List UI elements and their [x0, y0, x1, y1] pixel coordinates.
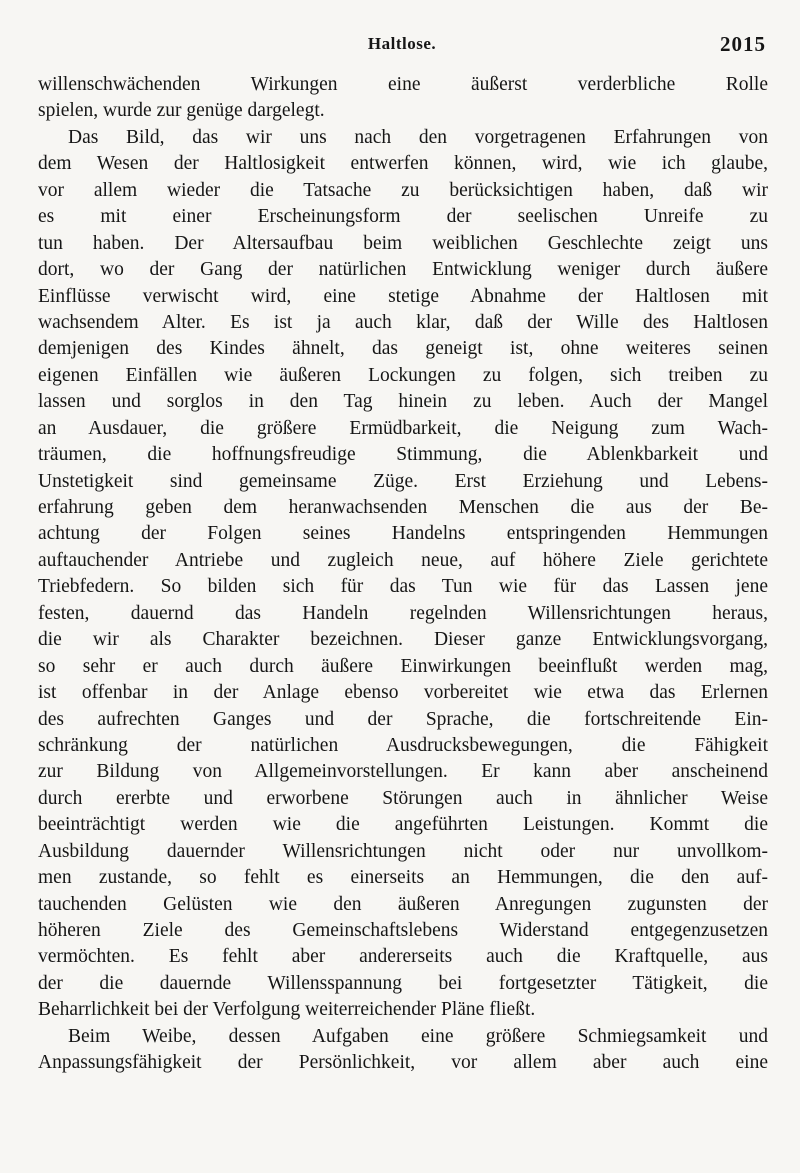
- body-text: [38, 72, 768, 1077]
- text-line: es mit einer Erscheinungsform der seelischen Unreife zu: [38, 206, 768, 228]
- text-line: zur Bildung von Allgemeinvorstellungen. Er kann aber anscheinend: [38, 761, 768, 783]
- text-line: auftauchender Antriebe und zugleich neue, auf höhere Ziele gerichtete: [38, 549, 768, 571]
- text-line: willenschwächenden Wirkungen eine äußerst verderbliche Rolle: [38, 74, 768, 95]
- text-line: Das Bild, das wir uns nach den vorgetragenen Erfahrungen von: [68, 126, 768, 148]
- text-line: die wir als Charakter bezeichnen. Dieser ganze Entwicklungsvorgang,: [38, 629, 768, 651]
- text-line: tun haben. Der Altersaufbau beim weiblichen Geschlechte zeigt uns: [38, 232, 768, 254]
- text-line: Ausbildung dauernder Willensrichtungen nicht oder nur unvollkom-: [38, 840, 768, 862]
- running-title: Haltlose.: [367, 34, 437, 53]
- page-header: [38, 30, 766, 60]
- text-line: achtung der Folgen seines Handelns entspringenden Hemmungen: [38, 523, 768, 545]
- page-number: 2015: [720, 32, 766, 56]
- text-line: dort, wo der Gang der natürlichen Entwicklung weniger durch äußere: [38, 259, 768, 281]
- text-line: festen, dauernd das Handeln regelnden Willensrichtungen heraus,: [38, 602, 768, 624]
- text-line: erfahrung geben dem heranwachsenden Menschen die aus der Be-: [38, 497, 768, 518]
- text-line: an Ausdauer, die größere Ermüdbarkeit, die Neigung zum Wach-: [38, 417, 768, 439]
- text-line: beeinträchtigt werden wie die angeführten Leistungen. Kommt die: [38, 814, 768, 836]
- text-line: durch ererbte und erworbene Störungen auch in ähnlicher Weise: [38, 787, 768, 809]
- text-line: spielen, wurde zur genüge dargelegt.: [38, 100, 325, 122]
- text-line: Beharrlichkeit bei der Verfolgung weiterreichender Pläne fließt.: [38, 999, 536, 1021]
- text-line: so sehr er auch durch äußere Einwirkungen beeinflußt werden mag,: [38, 655, 768, 677]
- text-line: Unstetigkeit sind gemeinsame Züge. Erst Erziehung und Lebens-: [38, 470, 768, 492]
- text-line: der die dauernde Willensspannung bei fortgesetzter Tätigkeit, die: [38, 972, 768, 994]
- text-line: träumen, die hoffnungsfreudige Stimmung, die Ablenkbarkeit und: [38, 444, 768, 466]
- text-line: Beim Weibe, dessen Aufgaben eine größere Schmiegsamkeit und: [68, 1025, 768, 1047]
- text-line: des aufrechten Ganges und der Sprache, die fortschreitende Ein-: [38, 708, 768, 730]
- text-line: wachsendem Alter. Es ist ja auch klar, daß der Wille des Haltlosen: [38, 311, 768, 333]
- text-line: Anpassungsfähigkeit der Persönlichkeit, vor allem aber auch eine: [38, 1052, 768, 1074]
- text-line: eigenen Einfällen wie äußeren Lockungen zu folgen, sich treiben zu: [38, 364, 768, 386]
- text-line: lassen und sorglos in den Tag hinein zu leben. Auch der Mangel: [38, 391, 768, 413]
- text-line: men zustande, so fehlt es einerseits an Hemmungen, die den auf-: [38, 867, 768, 889]
- text-line: tauchenden Gelüsten wie den äußeren Anregungen zugunsten der: [38, 893, 768, 915]
- text-line: Einflüsse verwischt wird, eine stetige Abnahme der Haltlosen mit: [38, 285, 768, 307]
- text-line: höheren Ziele des Gemeinschaftslebens Widerstand entgegenzusetzen: [38, 920, 768, 941]
- text-line: Triebfedern. So bilden sich für das Tun wie für das Lassen jene: [38, 576, 768, 598]
- text-line: vor allem wieder die Tatsache zu berücksichtigen haben, daß wir: [38, 179, 768, 201]
- text-line: dem Wesen der Haltlosigkeit entwerfen können, wird, wie ich glaube,: [38, 153, 768, 175]
- text-line: vermöchten. Es fehlt aber andererseits auch die Kraftquelle, aus: [38, 946, 768, 968]
- text-line: schränkung der natürlichen Ausdrucksbewegungen, die Fähigkeit: [38, 734, 768, 756]
- text-line: demjenigen des Kindes ähnelt, das geneigt ist, ohne weiteres seinen: [38, 338, 768, 360]
- text-line: ist offenbar in der Anlage ebenso vorbereitet wie etwa das Erlernen: [38, 682, 768, 704]
